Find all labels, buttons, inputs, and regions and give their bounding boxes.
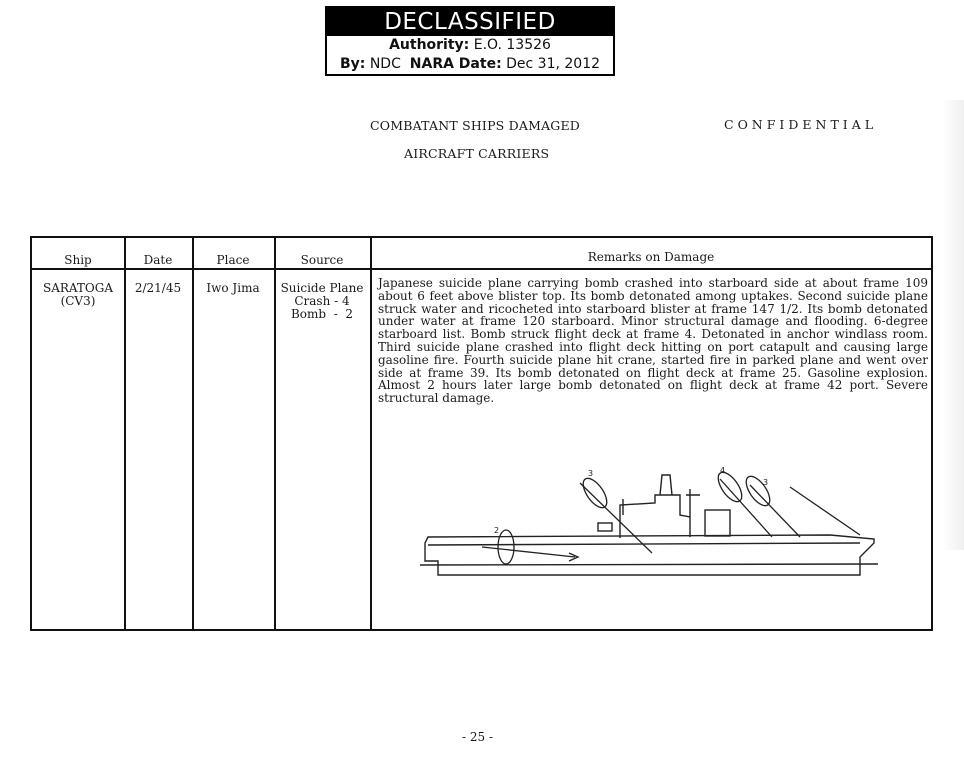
hit-label: 2 bbox=[494, 526, 500, 535]
document-title: COMBATANT SHIPS DAMAGED bbox=[370, 118, 581, 133]
declassified-stamp bbox=[325, 6, 615, 76]
ship-damage-diagram bbox=[390, 465, 890, 590]
stamp-by-line bbox=[327, 55, 613, 74]
source-line: Crash - 4 bbox=[294, 294, 350, 308]
hit-marker-ellipse bbox=[742, 472, 775, 509]
attack-arrow bbox=[482, 547, 575, 557]
header-divider bbox=[32, 268, 931, 270]
ship-hull-outline bbox=[425, 535, 874, 575]
ship-cell bbox=[32, 282, 124, 308]
page-edge-shadow bbox=[942, 100, 964, 550]
attack-arrow bbox=[790, 487, 860, 535]
source-cell bbox=[274, 282, 370, 321]
stamp-by-value: NDC bbox=[369, 56, 401, 72]
hit-label: 3 bbox=[763, 478, 769, 487]
stamp-date-value: Dec 31, 2012 bbox=[506, 56, 601, 72]
hit-marker-ellipse bbox=[498, 530, 514, 564]
source-line: Suicide Plane bbox=[280, 281, 364, 295]
attack-arrow bbox=[580, 483, 652, 553]
column-header-date: Date bbox=[143, 253, 173, 267]
column-header-place: Place bbox=[216, 253, 250, 267]
stamp-authority-label: Authority: bbox=[389, 37, 470, 53]
stamp-authority-line bbox=[327, 36, 613, 55]
column-divider bbox=[192, 238, 194, 629]
hit-marker-ellipse bbox=[579, 474, 612, 511]
hit-marker-ellipse bbox=[714, 468, 747, 505]
column-divider bbox=[370, 238, 372, 629]
column-header-remarks: Remarks on Damage bbox=[587, 250, 715, 264]
waterline bbox=[420, 564, 878, 565]
column-divider bbox=[124, 238, 126, 629]
remarks-cell: Japanese suicide plane carrying bomb crashed into starboard side at about frame 109 about 6 feet above blister top. Its bomb detonated among uptakes. Second suicide plane struck water and ricocheted into starboard blister at frame 147 1/2. Its bomb detonated under water at frame 120 starboard. Minor structural damage and flooding. 6-degree starboard list. Bomb struck flight deck at frame 4. Detonated in anchor windlass room. Third suicide plane crashed into flight deck hitting on port catapult and causing large gasoline fire. Fourth suicide plane hit crane, started fire in parked plane and went over side at frame 39. Its bomb detonated on flight deck at frame 25. Gasoline explosion. Almost 2 hours later large bomb detonated on flight deck at frame 42 port. Severe structural damage. bbox=[378, 276, 928, 406]
hit-label: 4 bbox=[720, 466, 726, 475]
classification-marking: CONFIDENTIAL bbox=[724, 117, 878, 132]
column-header-source: Source bbox=[300, 253, 344, 267]
column-header-ship: Ship bbox=[64, 253, 92, 267]
funnel bbox=[660, 475, 672, 495]
stamp-by-label: By: bbox=[339, 56, 366, 72]
attack-arrow bbox=[720, 479, 772, 537]
ship-name: SARATOGA bbox=[42, 281, 114, 295]
stamp-authority-value: E.O. 13526 bbox=[473, 37, 551, 53]
mast bbox=[686, 489, 700, 517]
deck-gun bbox=[598, 523, 612, 531]
place-cell: Iwo Jima bbox=[206, 281, 260, 295]
stamp-banner: DECLASSIFIED bbox=[327, 8, 613, 36]
attack-arrow bbox=[750, 485, 800, 537]
date-cell: 2/21/45 bbox=[134, 281, 182, 295]
stamp-date-label: NARA Date: bbox=[409, 56, 502, 72]
page-number: - 25 - bbox=[462, 730, 494, 744]
ship-hull-number: (CV3) bbox=[60, 294, 96, 308]
deck-structure bbox=[705, 510, 730, 536]
source-line: Bomb - 2 bbox=[290, 307, 354, 321]
hit-label: 3 bbox=[588, 469, 594, 478]
document-subtitle: AIRCRAFT CARRIERS bbox=[404, 146, 550, 161]
